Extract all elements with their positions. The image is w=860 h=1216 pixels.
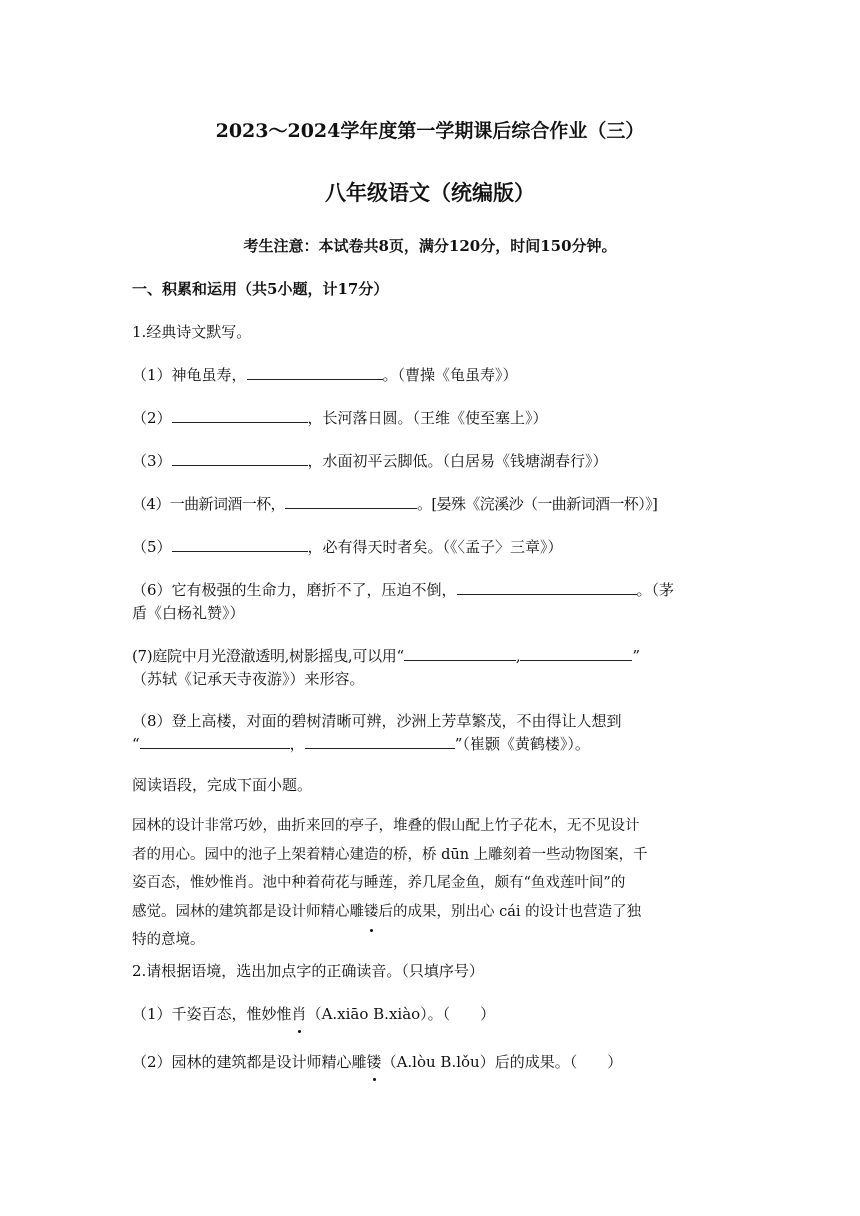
answer-blank[interactable]	[172, 406, 308, 423]
answer-blank[interactable]	[172, 449, 308, 466]
reading-intro: 阅读语段，完成下面小题。	[132, 776, 313, 794]
q2-item-1: （1）千姿百态，惟妙惟肖（A.xiāo B.xiào）。（ ）	[132, 1001, 495, 1027]
answer-blank[interactable]	[457, 578, 637, 595]
passage-line: 特的意境。	[132, 932, 205, 948]
question-2-stem: 2.请根据语境，选出加点字的正确读音。（只填序号）	[132, 962, 484, 980]
passage-line: 感觉。园林的建筑都是设计师精心雕镂后的成果，别出心 cái 的设计也营造了独	[132, 898, 732, 927]
answer-blank[interactable]	[247, 363, 383, 380]
q1-item-5: （5） ，必有得天时者矣。（《〈孟子〉三章》）	[132, 534, 563, 560]
answer-blank[interactable]	[404, 644, 516, 661]
answer-blank[interactable]	[305, 732, 455, 749]
dotted-character: 肖	[292, 1001, 307, 1027]
q1-item-1: （1）神龟虽寿， 。（曹操《龟虽寿》）	[132, 362, 518, 388]
q1-item-3: （3） ，水面初平云脚低。（白居易《钱塘湖春行》）	[132, 448, 608, 474]
reading-passage	[132, 812, 732, 955]
q1-item-2: （2） ，长河落日圆。（王维《使至塞上》）	[132, 405, 548, 431]
q1-item-7-cont: （苏轼《记承天寺夜游》）来形容。	[132, 670, 365, 688]
q1-item-8-cont: “ ， ”（崔颢《黄鹤楼》）。	[132, 731, 590, 757]
passage-line: 者的用心。园中的池子上架着精心建造的桥，桥 dūn 上雕刻着一些动物图案，千	[132, 846, 648, 863]
passage-line: 园林的设计非常巧妙，曲折来回的亭子，堆叠的假山配上竹子花木，无不见设计	[132, 818, 640, 834]
question-1-stem: 1.经典诗文默写。	[132, 323, 252, 341]
answer-blank[interactable]	[140, 732, 290, 749]
dotted-character: 镂	[367, 1049, 382, 1075]
q1-item-6: （6）它有极强的生命力，磨折不了，压迫不倒， 。（茅	[132, 577, 674, 603]
q1-item-4: （4）一曲新词酒一杯， 。[晏殊《浣溪沙（一曲新词酒一杯）》]	[132, 491, 657, 517]
exam-notice: 考生注意：本试卷共8页，满分120分，时间150分钟。	[243, 237, 617, 255]
dotted-character: 镂	[364, 898, 379, 927]
q1-item-8: （8）登上高楼，对面的碧树清晰可辨，沙洲上芳草繁茂，不由得让人想到	[132, 712, 622, 730]
passage-line: 姿百态，惟妙惟肖。池中种着荷花与睡莲，养几尾金鱼，颇有“鱼戏莲叶间”的	[132, 875, 626, 891]
answer-blank[interactable]	[520, 644, 632, 661]
q1-item-6-cont: 盾《白杨礼赞》）	[132, 604, 245, 622]
answer-blank[interactable]	[285, 492, 417, 509]
answer-blank[interactable]	[172, 535, 308, 552]
exam-title: 2023～2024学年度第一学期课后综合作业（三）	[215, 120, 645, 142]
q2-item-2: （2）园林的建筑都是设计师精心雕镂（A.lòu B.lǒu）后的成果。（ ）	[132, 1049, 622, 1075]
exam-subtitle: 八年级语文（统编版）	[325, 180, 535, 205]
section-heading: 一、积累和运用（共5小题，计17分）	[132, 280, 389, 298]
q1-item-7: (7)庭院中月光澄澈透明,树影摇曳,可以用“ , ”	[132, 643, 640, 669]
